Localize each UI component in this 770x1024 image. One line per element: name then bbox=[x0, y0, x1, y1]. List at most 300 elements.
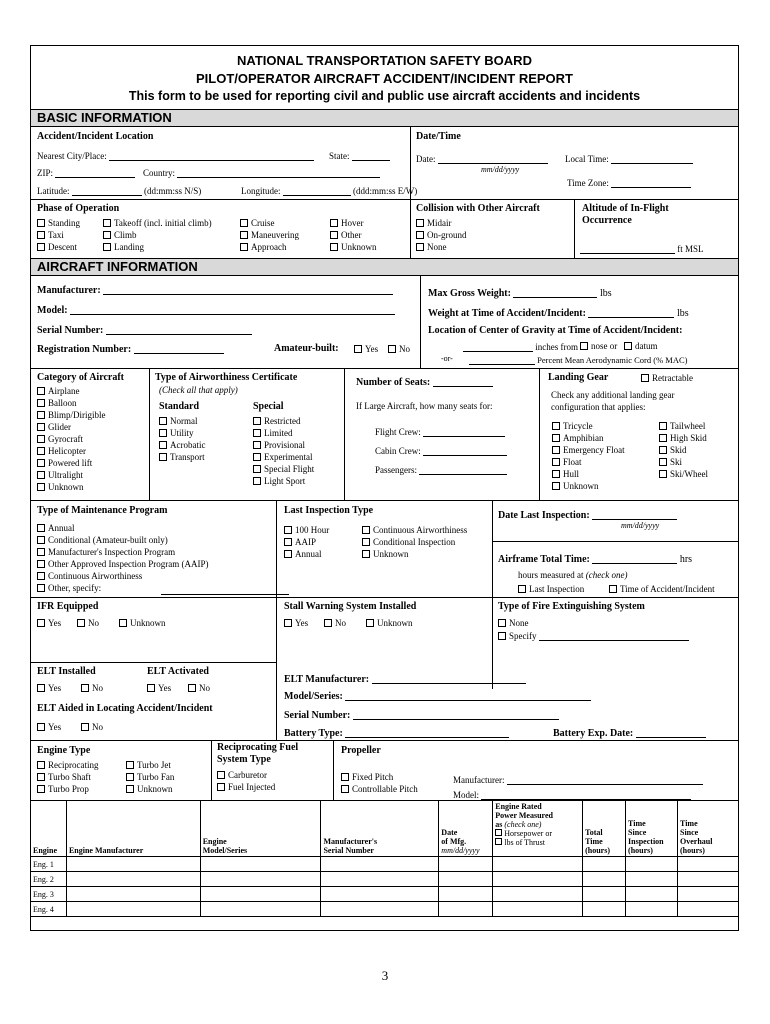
elt-activated-no[interactable]: No bbox=[188, 683, 210, 693]
engine-cell[interactable] bbox=[200, 902, 321, 917]
prop-list-fixed-pitch[interactable]: Fixed Pitch bbox=[341, 772, 393, 782]
engine-cell[interactable] bbox=[678, 872, 739, 887]
spc-list-limited[interactable]: Limited bbox=[253, 428, 293, 438]
fuel-title-2: System Type bbox=[217, 754, 271, 765]
std-list-transport[interactable]: Transport bbox=[159, 452, 205, 462]
last-inspection-date-field[interactable] bbox=[498, 509, 677, 521]
utility-checkbox[interactable] bbox=[159, 429, 167, 437]
engine-cell[interactable] bbox=[678, 902, 739, 917]
category-list-balloon[interactable]: Balloon bbox=[37, 398, 77, 408]
last-inspection-title: Last Inspection Type bbox=[284, 505, 374, 516]
collision-list-on-ground[interactable]: On-ground bbox=[416, 230, 467, 240]
hover-checkbox[interactable] bbox=[330, 219, 338, 227]
hours-measured-at: hours measured at (check one) bbox=[518, 570, 628, 580]
powered-lift-checkbox[interactable] bbox=[37, 459, 45, 467]
engine-type-title: Engine Type bbox=[37, 745, 91, 756]
engine-cell[interactable] bbox=[626, 857, 678, 872]
engine-cell[interactable] bbox=[66, 857, 200, 872]
propeller-manufacturer-field[interactable] bbox=[453, 774, 703, 785]
retractable-checkbox[interactable] bbox=[641, 374, 649, 382]
category-list-powered-lift[interactable]: Powered lift bbox=[37, 458, 92, 468]
helicopter-checkbox[interactable] bbox=[37, 447, 45, 455]
large-aircraft-hint: If Large Aircraft, how many seats for: bbox=[356, 401, 493, 411]
cg-mac-field[interactable] bbox=[469, 354, 688, 365]
elt-aided-yes-checkbox[interactable] bbox=[37, 723, 45, 731]
elt-serial-field[interactable] bbox=[284, 709, 559, 721]
yes-checkbox[interactable] bbox=[284, 619, 292, 627]
special-flight-checkbox[interactable] bbox=[253, 465, 261, 473]
flight-crew-field[interactable] bbox=[375, 426, 505, 437]
nearest-city-field[interactable] bbox=[37, 150, 314, 161]
other-specify-checkbox[interactable] bbox=[37, 584, 45, 592]
elt-aided-no-checkbox[interactable] bbox=[81, 723, 89, 731]
engine-cell[interactable] bbox=[678, 857, 739, 872]
registration-field[interactable] bbox=[37, 343, 224, 355]
phase-c1-taxi[interactable]: Taxi bbox=[37, 230, 64, 240]
engine-cell[interactable] bbox=[678, 887, 739, 902]
eng-c1-reciprocating[interactable]: Reciprocating bbox=[37, 760, 98, 770]
eng-c2-turbo-fan[interactable]: Turbo Fan bbox=[126, 772, 174, 782]
elt-installed-title: ELT Installed bbox=[37, 666, 96, 677]
fire-specify[interactable]: Specify bbox=[498, 630, 689, 641]
engine-cell[interactable] bbox=[66, 872, 200, 887]
weight-at-time-unit: lbs bbox=[676, 308, 689, 319]
date-field[interactable] bbox=[416, 153, 548, 164]
maint-list-continuous-airworthiness[interactable]: Continuous Airworthiness bbox=[37, 571, 142, 581]
fire-none[interactable]: None bbox=[498, 618, 529, 628]
amateur-built-label: Amateur-built: bbox=[274, 343, 339, 354]
time-zone-field[interactable] bbox=[567, 177, 691, 188]
gear-c2-high-skid[interactable]: High Skid bbox=[659, 433, 707, 443]
fuel-list-fuel-injected[interactable]: Fuel Injected bbox=[217, 782, 275, 792]
elt-activated-yes[interactable]: Yes bbox=[147, 683, 171, 693]
annual-checkbox[interactable] bbox=[284, 550, 292, 558]
spc-list-special-flight[interactable]: Special Flight bbox=[253, 464, 314, 474]
insp-c2-conditional-inspection[interactable]: Conditional Inspection bbox=[362, 537, 455, 547]
phase-c4-other[interactable]: Other bbox=[330, 230, 362, 240]
100-hour-checkbox[interactable] bbox=[284, 526, 292, 534]
country-field[interactable] bbox=[143, 167, 380, 178]
amateur-built-field bbox=[274, 343, 339, 354]
manufacturer-s-inspection-program-checkbox[interactable] bbox=[37, 548, 45, 556]
insp-c2-continuous-airworthiness[interactable]: Continuous Airworthiness bbox=[362, 525, 467, 535]
taxi-checkbox[interactable] bbox=[37, 231, 45, 239]
last-inspection-date-label: Date Last Inspection: bbox=[498, 510, 590, 521]
measured-last-inspection-checkbox[interactable] bbox=[518, 585, 526, 593]
engine-cell[interactable] bbox=[200, 887, 321, 902]
country-label: Country: bbox=[143, 168, 176, 178]
gear-c2-skid[interactable]: Skid bbox=[659, 445, 687, 455]
conditional-amateur-built-only-checkbox[interactable] bbox=[37, 536, 45, 544]
standing-checkbox[interactable] bbox=[37, 219, 45, 227]
battery-exp-field[interactable] bbox=[553, 727, 706, 739]
unknown-checkbox[interactable] bbox=[366, 619, 374, 627]
tailwheel-checkbox[interactable] bbox=[659, 422, 667, 430]
no-checkbox[interactable] bbox=[77, 619, 85, 627]
fire-specify-checkbox[interactable] bbox=[498, 632, 506, 640]
engine-cell[interactable] bbox=[626, 902, 678, 917]
propeller-manufacturer-label: Manufacturer: bbox=[453, 775, 505, 785]
acrobatic-checkbox[interactable] bbox=[159, 441, 167, 449]
local-time-field[interactable] bbox=[565, 153, 693, 164]
max-gross-weight-unit: lbs bbox=[599, 288, 612, 299]
elt-aided-yes[interactable]: Yes bbox=[37, 722, 61, 732]
light-sport-checkbox[interactable] bbox=[253, 477, 261, 485]
engine-cell[interactable] bbox=[583, 857, 626, 872]
elt-activated-no-checkbox[interactable] bbox=[188, 684, 196, 692]
number-of-seats-field[interactable] bbox=[356, 376, 493, 388]
engine-cell[interactable] bbox=[439, 872, 493, 887]
turbo-fan-checkbox[interactable] bbox=[126, 773, 134, 781]
phase-c2-landing[interactable]: Landing bbox=[103, 242, 144, 252]
weight-at-time-field[interactable] bbox=[428, 307, 689, 319]
category-list-airplane[interactable]: Airplane bbox=[37, 386, 80, 396]
fuel-title-1: Reciprocating Fuel bbox=[217, 742, 299, 753]
phase-title: Phase of Operation bbox=[37, 203, 120, 214]
emergency-float-checkbox[interactable] bbox=[552, 446, 560, 454]
phase-c3-approach[interactable]: Approach bbox=[240, 242, 287, 252]
insp-c1-aaip[interactable]: AAIP bbox=[284, 537, 316, 547]
stall-list-no[interactable]: No bbox=[324, 618, 346, 628]
carburetor-checkbox[interactable] bbox=[217, 771, 225, 779]
ski-checkbox[interactable] bbox=[659, 458, 667, 466]
col-serial-number: Manufacturer's Serial Number bbox=[321, 801, 439, 857]
category-list-glider[interactable]: Glider bbox=[37, 422, 71, 432]
elt-aided-no[interactable]: No bbox=[81, 722, 103, 732]
amateur-yes[interactable]: Yes bbox=[354, 344, 378, 354]
fire-none-checkbox[interactable] bbox=[498, 619, 506, 627]
passengers-label: Passengers: bbox=[375, 465, 417, 475]
form-agency-title: NATIONAL TRANSPORTATION SAFETY BOARD bbox=[237, 53, 532, 68]
elt-installed-yes[interactable]: Yes bbox=[37, 683, 61, 693]
controllable-pitch-checkbox[interactable] bbox=[341, 785, 349, 793]
cg-inches-field[interactable] bbox=[463, 341, 578, 352]
fixed-pitch-checkbox[interactable] bbox=[341, 773, 349, 781]
maint-list-manufacturer-s-inspection-program[interactable]: Manufacturer's Inspection Program bbox=[37, 547, 175, 557]
engine-cell[interactable] bbox=[493, 902, 583, 917]
spc-list-provisional[interactable]: Provisional bbox=[253, 440, 305, 450]
category-list-blimp-dirigible[interactable]: Blimp/Dirigible bbox=[37, 410, 106, 420]
engines-table bbox=[30, 800, 739, 917]
gear-c1-unknown[interactable]: Unknown bbox=[552, 481, 599, 491]
altitude-title-1: Altitude of In-Flight bbox=[582, 203, 669, 214]
airframe-total-time-field[interactable] bbox=[498, 553, 692, 565]
zip-label: ZIP: bbox=[37, 168, 54, 178]
thrust-checkbox[interactable] bbox=[495, 838, 502, 845]
conditional-inspection-checkbox[interactable] bbox=[362, 538, 370, 546]
phase-c1-descent[interactable]: Descent bbox=[37, 242, 77, 252]
special-heading: Special bbox=[253, 401, 284, 412]
turbo-jet-checkbox[interactable] bbox=[126, 761, 134, 769]
col-since-inspection: Time Since Inspection (hours) bbox=[626, 801, 678, 857]
phase-c4-unknown[interactable]: Unknown bbox=[330, 242, 377, 252]
manufacturer-field[interactable] bbox=[37, 284, 393, 296]
unknown-checkbox[interactable] bbox=[126, 785, 134, 793]
serial-number-label: Serial Number: bbox=[37, 325, 104, 336]
engine-row-label: Eng. 1 bbox=[31, 857, 67, 872]
provisional-checkbox[interactable] bbox=[253, 441, 261, 449]
gear-hint-1: Check any additional landing gear bbox=[551, 390, 675, 400]
phase-c2-climb[interactable]: Climb bbox=[103, 230, 137, 240]
measured-time-of-accident-checkbox[interactable] bbox=[609, 585, 617, 593]
blimp-dirigible-checkbox[interactable] bbox=[37, 411, 45, 419]
descent-checkbox[interactable] bbox=[37, 243, 45, 251]
insp-c1-annual[interactable]: Annual bbox=[284, 549, 322, 559]
engine-cell[interactable] bbox=[626, 887, 678, 902]
latitude-hint: (dd:mm:ss N/S) bbox=[144, 186, 202, 196]
turbo-shaft-checkbox[interactable] bbox=[37, 773, 45, 781]
engine-cell[interactable] bbox=[66, 887, 200, 902]
elt-installed-no-checkbox[interactable] bbox=[81, 684, 89, 692]
amateur-yes-checkbox[interactable] bbox=[354, 345, 362, 353]
col-engine-model: Engine Model/Series bbox=[200, 801, 321, 857]
ifr-title: IFR Equipped bbox=[37, 601, 99, 612]
landing-checkbox[interactable] bbox=[103, 243, 111, 251]
phase-c3-cruise[interactable]: Cruise bbox=[240, 218, 275, 228]
local-time-label: Local Time: bbox=[565, 154, 609, 164]
std-list-utility[interactable]: Utility bbox=[159, 428, 194, 438]
insp-c1-100-hour[interactable]: 100 Hour bbox=[284, 525, 329, 535]
cg-datum-option[interactable]: datum bbox=[624, 341, 658, 351]
engine-cell[interactable] bbox=[439, 857, 493, 872]
other-approved-inspection-program-aaip-checkbox[interactable] bbox=[37, 560, 45, 568]
stall-list-yes[interactable]: Yes bbox=[284, 618, 308, 628]
high-skid-checkbox[interactable] bbox=[659, 434, 667, 442]
phase-c1-standing[interactable]: Standing bbox=[37, 218, 80, 228]
engine-cell[interactable] bbox=[583, 872, 626, 887]
horsepower-checkbox[interactable] bbox=[495, 829, 502, 836]
battery-type-field[interactable] bbox=[284, 727, 509, 739]
ifr-list-no[interactable]: No bbox=[77, 618, 99, 628]
ifr-list-yes[interactable]: Yes bbox=[37, 618, 61, 628]
form-report-title: PILOT/OPERATOR AIRCRAFT ACCIDENT/INCIDENT REPORT bbox=[196, 71, 573, 86]
engine-cell[interactable] bbox=[200, 857, 321, 872]
col-total-time: Total Time (hours) bbox=[583, 801, 626, 857]
on-ground-checkbox[interactable] bbox=[416, 231, 424, 239]
col-since-overhaul: Time Since Overhaul (hours) bbox=[678, 801, 739, 857]
continuous-airworthiness-checkbox[interactable] bbox=[37, 572, 45, 580]
elt-installed-no[interactable]: No bbox=[81, 683, 103, 693]
maint-list-other-approved-inspection-program-aaip[interactable]: Other Approved Inspection Program (AAIP) bbox=[37, 559, 208, 569]
normal-checkbox[interactable] bbox=[159, 417, 167, 425]
unknown-checkbox[interactable] bbox=[362, 550, 370, 558]
engine-cell[interactable] bbox=[439, 887, 493, 902]
max-gross-weight-label: Max Gross Weight: bbox=[428, 288, 511, 299]
phase-c2-takeoff-incl-initial-climb[interactable]: Takeoff (incl. initial climb) bbox=[103, 218, 212, 228]
amateur-no-checkbox[interactable] bbox=[388, 345, 396, 353]
elt-activated-yes-checkbox[interactable] bbox=[147, 684, 155, 692]
engine-cell[interactable] bbox=[493, 872, 583, 887]
airworthiness-hint: (Check all that apply) bbox=[159, 385, 238, 395]
battery-type-label: Battery Type: bbox=[284, 728, 343, 739]
measured-last-inspection[interactable]: Last Inspection bbox=[518, 584, 584, 594]
experimental-checkbox[interactable] bbox=[253, 453, 261, 461]
engine-cell[interactable] bbox=[493, 887, 583, 902]
reciprocating-checkbox[interactable] bbox=[37, 761, 45, 769]
spc-list-restricted[interactable]: Restricted bbox=[253, 416, 301, 426]
engine-cell[interactable] bbox=[66, 902, 200, 917]
altitude-title-2: Occurrence bbox=[582, 215, 632, 226]
location-title: Accident/Incident Location bbox=[37, 131, 154, 142]
limited-checkbox[interactable] bbox=[253, 429, 261, 437]
engine-cell[interactable] bbox=[321, 857, 439, 872]
cabin-crew-field[interactable] bbox=[375, 445, 507, 456]
elt-manufacturer-field[interactable] bbox=[284, 673, 526, 685]
altitude-field[interactable] bbox=[580, 243, 704, 254]
other-checkbox[interactable] bbox=[330, 231, 338, 239]
datetime-title: Date/Time bbox=[416, 131, 461, 142]
measured-time-of-accident[interactable]: Time of Accident/Incident bbox=[609, 584, 715, 594]
engine-cell[interactable] bbox=[439, 902, 493, 917]
stall-warning-title: Stall Warning System Installed bbox=[284, 601, 417, 612]
engine-cell[interactable] bbox=[321, 872, 439, 887]
climb-checkbox[interactable] bbox=[103, 231, 111, 239]
yes-checkbox[interactable] bbox=[37, 619, 45, 627]
eng-c1-turbo-prop[interactable]: Turbo Prop bbox=[37, 784, 89, 794]
engine-row-label: Eng. 2 bbox=[31, 872, 67, 887]
gear-c1-emergency-float[interactable]: Emergency Float bbox=[552, 445, 625, 455]
engine-cell[interactable] bbox=[583, 887, 626, 902]
inspection-date-hint: mm/dd/yyyy bbox=[621, 521, 660, 530]
model-field[interactable] bbox=[37, 304, 395, 316]
continuous-airworthiness-checkbox[interactable] bbox=[362, 526, 370, 534]
elt-installed-yes-checkbox[interactable] bbox=[37, 684, 45, 692]
maint-list-annual[interactable]: Annual bbox=[37, 523, 75, 533]
maintenance-title: Type of Maintenance Program bbox=[37, 505, 168, 516]
aaip-checkbox[interactable] bbox=[284, 538, 292, 546]
phase-c3-maneuvering[interactable]: Maneuvering bbox=[240, 230, 299, 240]
std-list-normal[interactable]: Normal bbox=[159, 416, 198, 426]
float-checkbox[interactable] bbox=[552, 458, 560, 466]
spc-list-experimental[interactable]: Experimental bbox=[253, 452, 312, 462]
annual-checkbox[interactable] bbox=[37, 524, 45, 532]
engine-row-label: Eng. 3 bbox=[31, 887, 67, 902]
takeoff-incl-initial-climb-checkbox[interactable] bbox=[103, 219, 111, 227]
ski-wheel-checkbox[interactable] bbox=[659, 470, 667, 478]
gear-c1-amphibian[interactable]: Amphibian bbox=[552, 433, 604, 443]
date-label: Date: bbox=[416, 154, 436, 164]
engine-cell[interactable] bbox=[321, 902, 439, 917]
prop-list-controllable-pitch[interactable]: Controllable Pitch bbox=[341, 784, 418, 794]
max-gross-weight-field[interactable] bbox=[428, 287, 612, 299]
tricycle-checkbox[interactable] bbox=[552, 422, 560, 430]
glider-checkbox[interactable] bbox=[37, 423, 45, 431]
airplane-checkbox[interactable] bbox=[37, 387, 45, 395]
maintenance-specify-field[interactable] bbox=[161, 584, 289, 595]
elt-manufacturer-label: ELT Manufacturer: bbox=[284, 674, 370, 685]
gear-c2-ski[interactable]: Ski bbox=[659, 457, 682, 467]
balloon-checkbox[interactable] bbox=[37, 399, 45, 407]
elt-aided-title: ELT Aided in Locating Accident/Incident bbox=[37, 703, 213, 714]
turbo-prop-checkbox[interactable] bbox=[37, 785, 45, 793]
restricted-checkbox[interactable] bbox=[253, 417, 261, 425]
longitude-field[interactable] bbox=[241, 185, 417, 196]
midair-checkbox[interactable] bbox=[416, 219, 424, 227]
eng-c2-unknown[interactable]: Unknown bbox=[126, 784, 173, 794]
none-checkbox[interactable] bbox=[416, 243, 424, 251]
zip-field[interactable] bbox=[37, 167, 135, 178]
collision-list-midair[interactable]: Midair bbox=[416, 218, 452, 228]
table-row bbox=[31, 887, 739, 902]
eng-c1-turbo-shaft[interactable]: Turbo Shaft bbox=[37, 772, 91, 782]
transport-checkbox[interactable] bbox=[159, 453, 167, 461]
engine-cell[interactable] bbox=[321, 887, 439, 902]
approach-checkbox[interactable] bbox=[240, 243, 248, 251]
latitude-field[interactable] bbox=[37, 185, 201, 196]
serial-number-field[interactable] bbox=[37, 324, 252, 336]
unknown-checkbox[interactable] bbox=[119, 619, 127, 627]
category-title: Category of Aircraft bbox=[37, 372, 125, 383]
gear-c2-ski-wheel[interactable]: Ski/Wheel bbox=[659, 469, 708, 479]
maneuvering-checkbox[interactable] bbox=[240, 231, 248, 239]
latitude-label: Latitude: bbox=[37, 186, 70, 196]
insp-c2-unknown[interactable]: Unknown bbox=[362, 549, 409, 559]
engine-cell[interactable] bbox=[583, 902, 626, 917]
maint-list-conditional-amateur-built-only[interactable]: Conditional (Amateur-built only) bbox=[37, 535, 168, 545]
category-list-helicopter[interactable]: Helicopter bbox=[37, 446, 86, 456]
engine-cell[interactable] bbox=[626, 872, 678, 887]
phase-c4-hover[interactable]: Hover bbox=[330, 218, 364, 228]
engine-cell[interactable] bbox=[200, 872, 321, 887]
state-field[interactable] bbox=[329, 150, 390, 161]
cruise-checkbox[interactable] bbox=[240, 219, 248, 227]
ifr-list-unknown[interactable]: Unknown bbox=[119, 618, 166, 628]
gear-c1-hull[interactable]: Hull bbox=[552, 469, 579, 479]
unknown-checkbox[interactable] bbox=[552, 482, 560, 490]
collision-list-none[interactable]: None bbox=[416, 242, 447, 252]
std-list-acrobatic[interactable]: Acrobatic bbox=[159, 440, 205, 450]
propeller-model-field[interactable] bbox=[453, 789, 691, 800]
skid-checkbox[interactable] bbox=[659, 446, 667, 454]
elt-model-field[interactable] bbox=[284, 690, 591, 702]
passengers-field[interactable] bbox=[375, 464, 507, 475]
stall-list-unknown[interactable]: Unknown bbox=[366, 618, 413, 628]
table-row bbox=[31, 857, 739, 872]
amphibian-checkbox[interactable] bbox=[552, 434, 560, 442]
amateur-no[interactable]: No bbox=[388, 344, 410, 354]
cg-title: Location of Center of Gravity at Time of Accident/Incident: bbox=[428, 325, 683, 336]
no-checkbox[interactable] bbox=[324, 619, 332, 627]
gear-c1-float[interactable]: Float bbox=[552, 457, 582, 467]
category-list-unknown[interactable]: Unknown bbox=[37, 482, 84, 492]
category-list-ultralight[interactable]: Ultralight bbox=[37, 470, 83, 480]
category-list-gyrocraft[interactable]: Gyrocraft bbox=[37, 434, 83, 444]
unknown-checkbox[interactable] bbox=[330, 243, 338, 251]
spc-list-light-sport[interactable]: Light Sport bbox=[253, 476, 305, 486]
cg-datum-checkbox[interactable] bbox=[624, 342, 632, 350]
fire-ext-title: Type of Fire Extinguishing System bbox=[498, 601, 645, 612]
cg-nose-checkbox[interactable] bbox=[580, 342, 588, 350]
engine-cell[interactable] bbox=[493, 857, 583, 872]
fuel-list-carburetor[interactable]: Carburetor bbox=[217, 770, 267, 780]
engine-row-label: Eng. 4 bbox=[31, 902, 67, 917]
gear-c2-tailwheel[interactable]: Tailwheel bbox=[659, 421, 705, 431]
retractable-option[interactable]: Retractable bbox=[641, 373, 693, 383]
col-date-of-mfg: Date of Mfg. mm/dd/yyyy bbox=[439, 801, 493, 857]
gyrocraft-checkbox[interactable] bbox=[37, 435, 45, 443]
manufacturer-label: Manufacturer: bbox=[37, 285, 101, 296]
eng-c2-turbo-jet[interactable]: Turbo Jet bbox=[126, 760, 171, 770]
ultralight-checkbox[interactable] bbox=[37, 471, 45, 479]
propeller-model-label: Model: bbox=[453, 790, 479, 800]
fuel-injected-checkbox[interactable] bbox=[217, 783, 225, 791]
maint-list-other-specify[interactable]: Other, specify: bbox=[37, 583, 101, 593]
cg-nose-option[interactable]: nose or bbox=[580, 341, 617, 351]
hull-checkbox[interactable] bbox=[552, 470, 560, 478]
cabin-crew-label: Cabin Crew: bbox=[375, 446, 421, 456]
gear-c1-tricycle[interactable]: Tricycle bbox=[552, 421, 593, 431]
unknown-checkbox[interactable] bbox=[37, 483, 45, 491]
